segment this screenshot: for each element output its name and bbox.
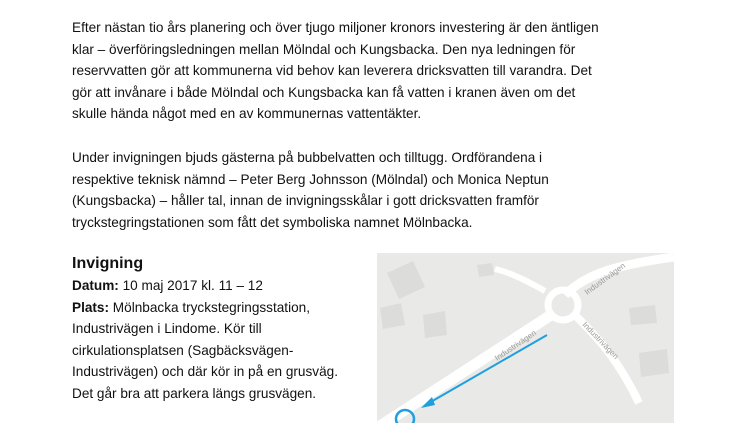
text-line: klar – överföringsledningen mellan Mölndal och Kungsbacka. Den nya ledningen för [72,41,576,57]
map-svg [377,253,674,423]
place-label: Plats: [72,299,110,315]
text-line: Under invigningen bjuds gästerna på bubbelvatten och tilltugg. Ordförandena i [72,150,543,165]
map-building [387,261,425,299]
map-road [495,269,545,291]
place-value: Mölnbacka tryckstegringsstation, [109,299,311,315]
place-line: Det går bra att parkera längs grusvägen. [72,385,317,401]
map-building [629,305,657,325]
text-line: respektive teknisk nämnd – Peter Berg Johnsson (Mölndal) och Monica Neptun [72,171,549,187]
event-place [72,297,372,319]
date-label: Datum: [72,278,119,293]
ceremony-paragraph [72,147,682,233]
text-line: skulle hända något med en av kommunernas vattentäkter. [72,106,422,122]
text-line: tryckstegringstationen som fått det symboliska namnet Mölnbacka. [72,214,473,230]
text-line: gör att invånare i både Mölndal och Kungsbacka kan få vatten i kranen även om det [72,84,576,100]
road-label: Industrivägen [580,320,621,361]
place-line: Industrivägen i Lindome. Kör till [72,321,262,337]
event-info [72,253,372,405]
road-label: Industrivägen [582,261,628,297]
map-road [377,315,551,423]
place-line: Industrivägen) och där kör in på en grusväg. [72,364,338,380]
event-date [72,275,372,297]
map-building [380,303,405,329]
route-line [429,335,547,403]
place-line: cirkulationsplatsen (Sagbäcksvägen- [72,342,294,358]
date-value: 10 maj 2017 kl. 11 – 12 [118,278,263,293]
event-title: Invigning [72,255,144,272]
map-building [477,263,494,277]
location-map [377,253,674,423]
text-line: Efter nästan tio års planering och över tjugo miljoner kronors investering är den äntligen [72,20,599,35]
road-label: Industrivägen [493,328,538,363]
map-building [423,311,447,338]
intro-paragraph [72,17,682,125]
text-line: (Kungsbacka) – håller tal, innan de invigningsskålar i gott dricksvatten framför [72,193,539,209]
text-line: reservvatten gör att kommunerna vid behov kan leverera dricksvatten till varandra. Det [72,63,592,79]
map-roundabout-island [554,296,572,314]
map-building [639,349,669,377]
